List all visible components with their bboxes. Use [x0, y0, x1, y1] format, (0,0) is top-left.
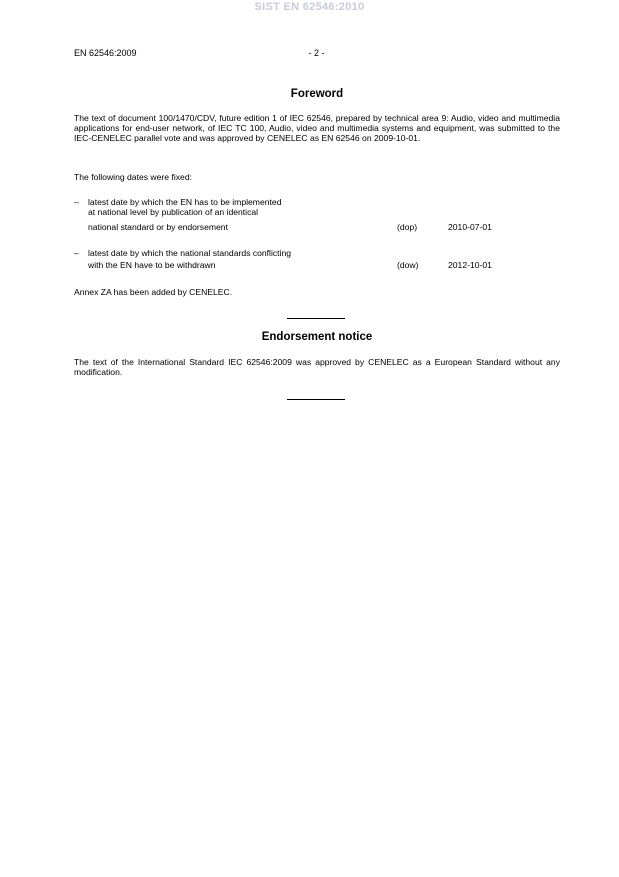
foreword-title: Foreword — [290, 88, 344, 100]
section-divider — [287, 318, 345, 319]
date-item-line: with the EN have to be withdrawn — [88, 260, 216, 270]
watermark-text: SIST EN 62546:2010 — [254, 1, 365, 13]
date-abbr: (dow) — [397, 260, 419, 270]
dash-bullet: – — [74, 248, 79, 258]
dash-bullet: – — [74, 197, 79, 207]
dates-intro: The following dates were fixed: — [74, 172, 192, 182]
date-item-line: latest date by which the national standards conflicting — [88, 248, 292, 258]
endorsement-title: Endorsement notice — [261, 331, 373, 343]
date-value: 2012-10-01 — [448, 260, 492, 270]
date-value: 2010-07-01 — [448, 222, 492, 232]
date-abbr: (dop) — [397, 222, 418, 232]
foreword-intro: The text of document 100/1470/CDV, future edition 1 of IEC 62546, prepared by technical area 9: Audio, video and multimedia applications for end-user network, of IEC TC 100, Audio, video and multimedia systems and equipment, was submitted to the IEC-CENELEC parallel vote and was approved by CENELEC as EN 62546 on 2009-10-01. — [74, 113, 560, 143]
document-id: EN 62546:2009 — [74, 48, 137, 58]
annex-note: Annex ZA has been added by CENELEC. — [74, 287, 233, 297]
section-divider — [287, 399, 345, 400]
date-item-line: latest date by which the EN has to be implemented — [88, 197, 282, 207]
page-number: - 2 - — [308, 48, 325, 58]
date-item-line: at national level by publication of an identical — [88, 207, 259, 217]
date-item-line: national standard or by endorsement — [88, 222, 228, 232]
endorsement-text: The text of the International Standard IEC 62546:2009 was approved by CENELEC as a European Standard without any modification. — [74, 357, 560, 377]
